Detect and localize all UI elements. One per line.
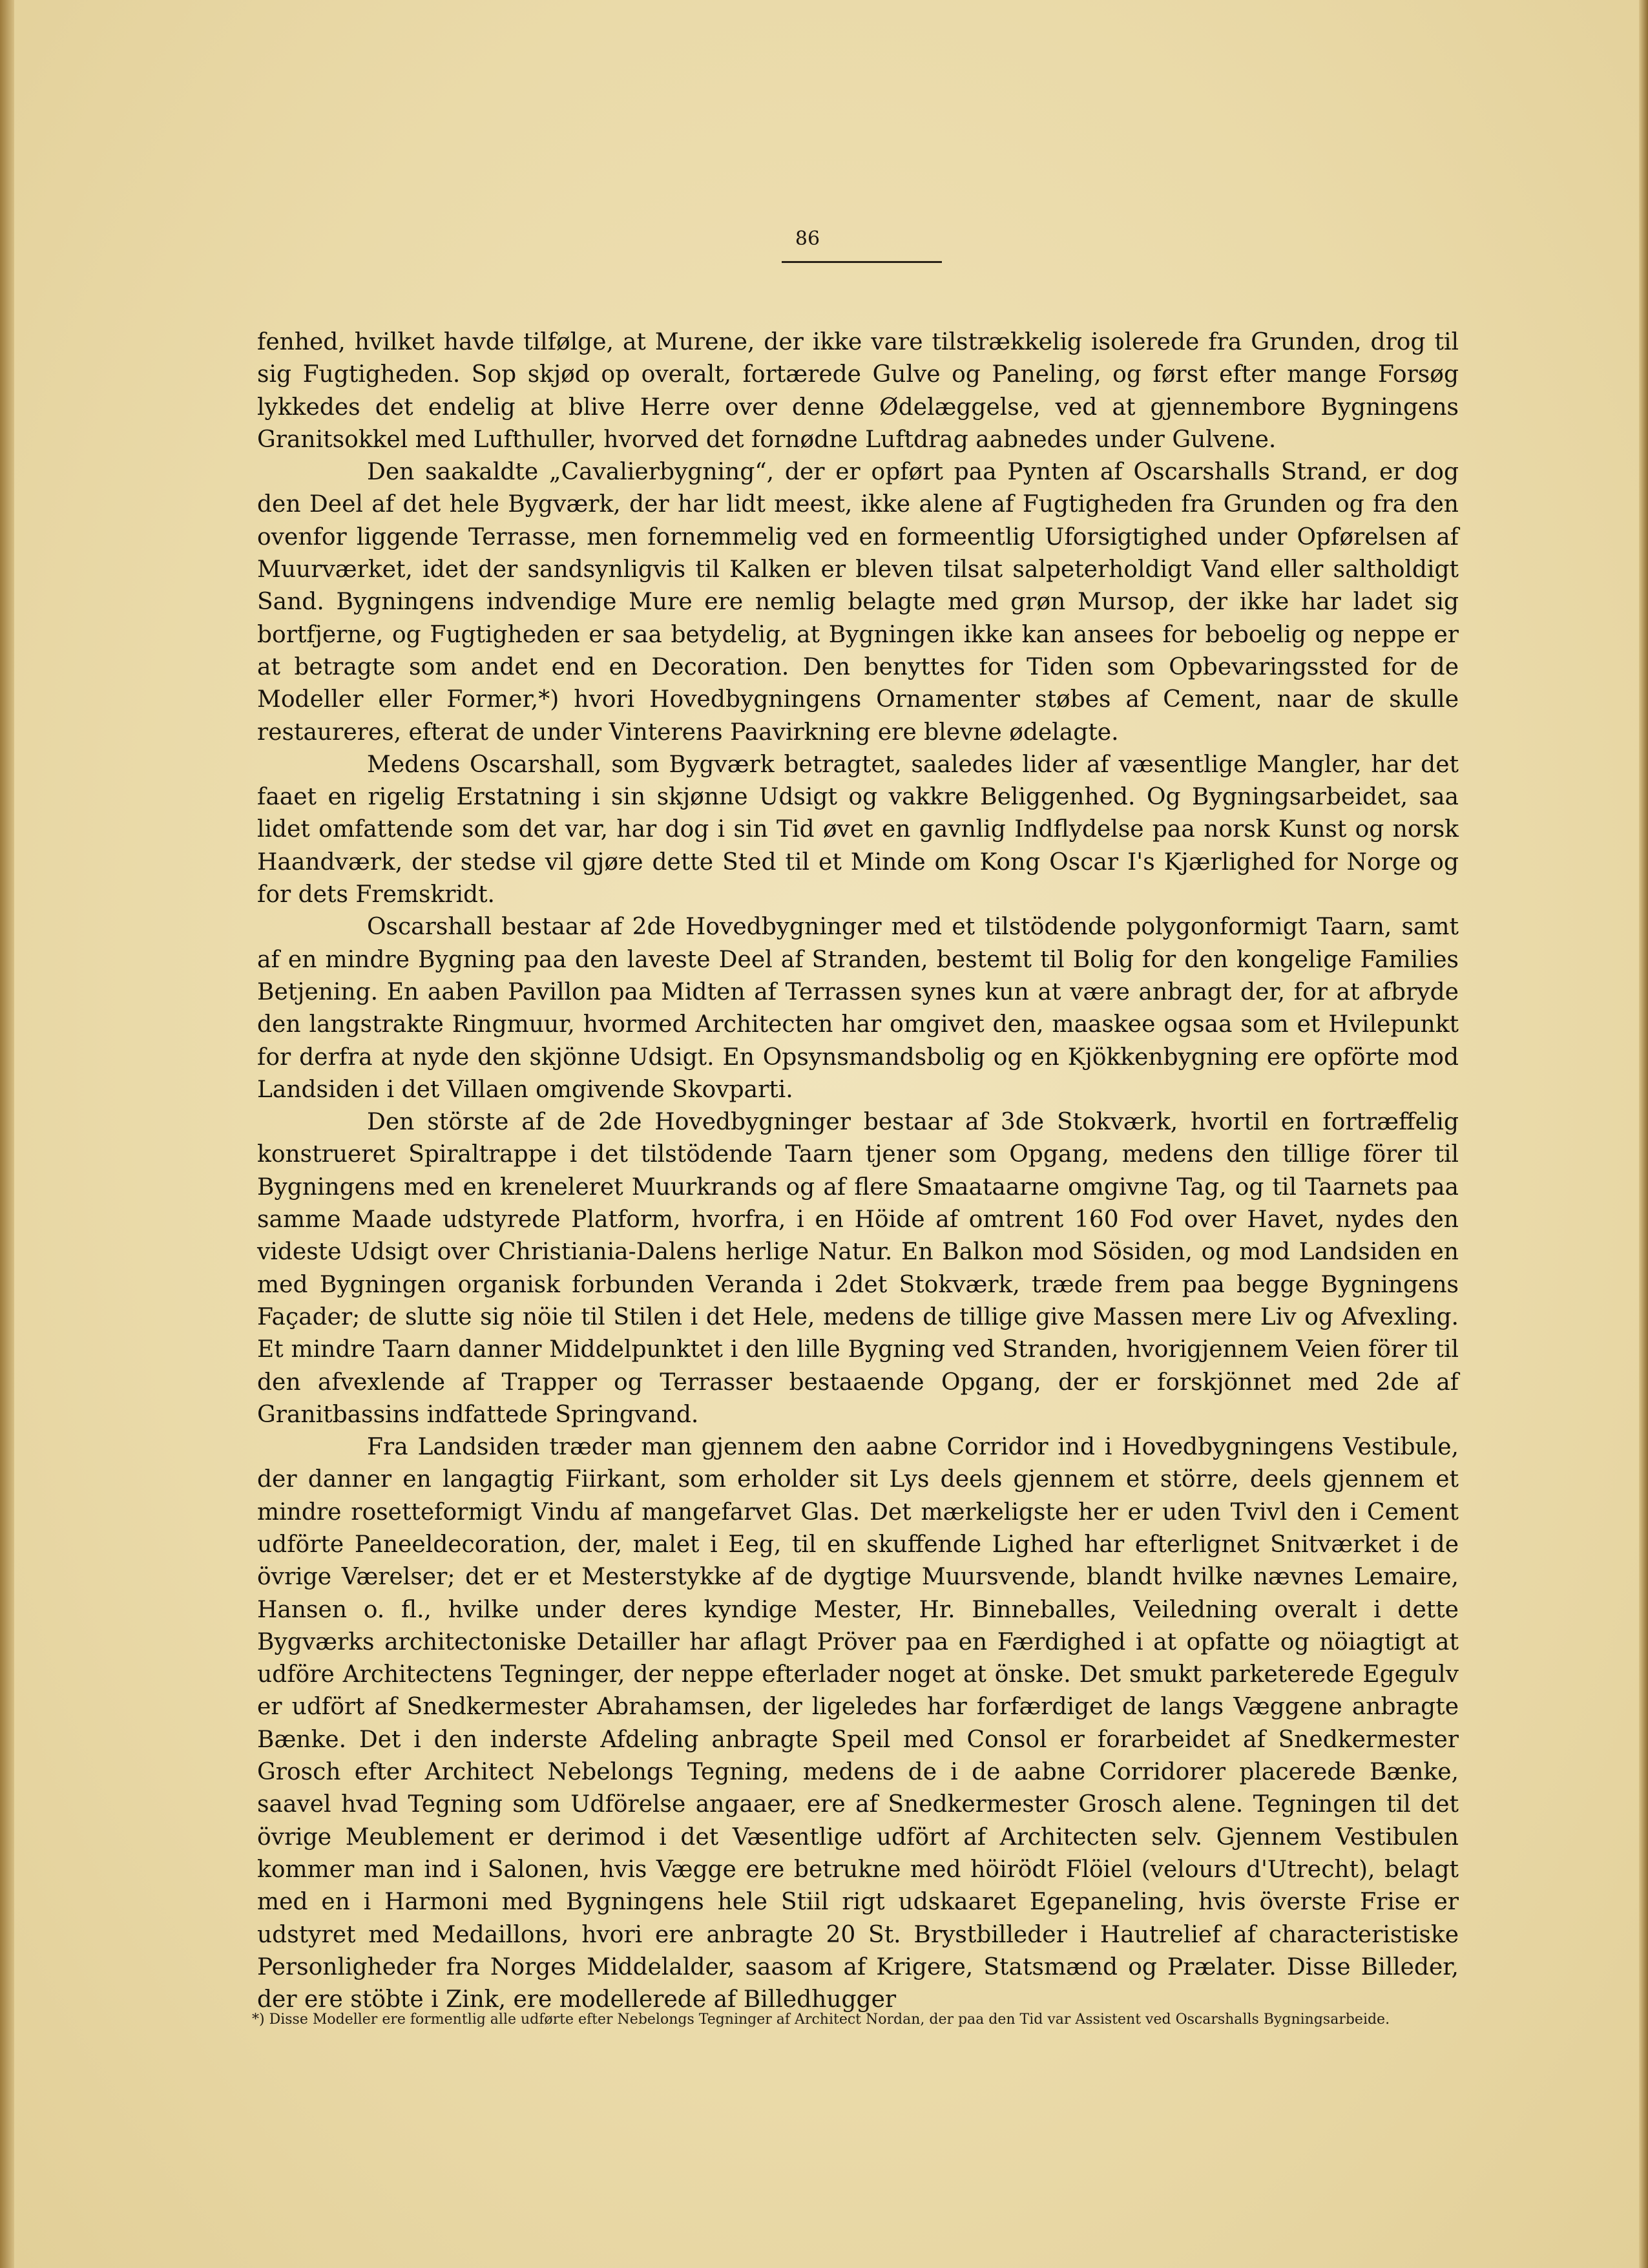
paragraph: Den störste af de 2de Hovedbygninger bestaar af 3de Stokværk, hvortil en fortræffelig konstrueret Spiraltrappe i det tilstödende Taarn tjener som Opgang, medens den tillige förer til Bygningens med en kreneleret Muurkrands og af flere Smaataarne omgivne Tag, og til Taarnets paa samme Maade udstyrede Platform, hvorfra, i en Höide af omtrent 160 Fod over Havet, nydes den videste Udsigt over Christiania-Dalens herlige Natur. En Balkon mod Sösiden, og mod Landsiden en med Bygningen organisk forbunden Veranda i 2det Stokværk, træde frem paa begge Bygningens Façader; de slutte sig nöie til Stilen i det Hele, medens de tillige give Massen mere Liv og Afvexling. Et mindre Taarn danner Middelpunktet i den lille Bygning ved Stranden, hvorigjennem Veien förer til den afvexlende af Trapper og Terrasser bestaaende Opgang, der er forskjönnet med 2de af Granitbassins indfattede Springvand.: [257, 1109, 1459, 1428]
paragraph: Den saakaldte „Cavalierbygning“, der er opført paa Pynten af Oscarshalls Strand, er dog den Deel af det hele Bygværk, der har lidt meest, ikke alene af Fugtigheden fra Grunden og fra den ovenfor liggende Terrasse, men fornemmelig ved en formeentlig Uforsigtighed under Opførelsen af Muurværket, idet der sandsynligvis til Kalken er bleven tilsat salpeterholdigt Vand eller saltholdigt Sand. Bygningens indvendige Mure ere nemlig belagte med grøn Mursop, der ikke har ladet sig bortfjerne, og Fugtigheden er saa betydelig, at Bygningen ikke kan ansees for beboelig og neppe er at betragte som andet end en Decoration. Den benyttes for Tiden som Opbevaringssted for de Modeller eller Former,*) hvori Hovedbygningens Ornamenter støbes af Cement, naar de skulle restaureres, efterat de under Vinterens Paavirkning ere blevne ødelagte.: [257, 459, 1459, 746]
scan-edge-left: [0, 0, 14, 2268]
body-text: [257, 326, 1459, 2016]
page-number: 86: [795, 227, 820, 250]
paragraph: Medens Oscarshall, som Bygværk betragtet, saaledes lider af væsentlige Mangler, har det faaet en rigelig Erstatning i sin skjønne Udsigt og vakkre Beliggenhed. Og Bygningsarbeidet, saa lidet omfattende som det var, har dog i sin Tid øvet en gavnlig Indflydelse paa norsk Kunst og norsk Haandværk, der stedse vil gjøre dette Sted til et Minde om Kong Oscar I's Kjærlighed for Norge og for dets Fremskridt.: [257, 751, 1459, 908]
footnote-separator: [257, 2008, 1459, 2009]
paragraph: Oscarshall bestaar af 2de Hovedbygninger med et tilstödende polygonformigt Taarn, samt af en mindre Bygning paa den laveste Deel af Stranden, bestemt til Bolig for den kongelige Families Betjening. En aaben Pavillon paa Midten af Terrassen synes kun at være anbragt der, for at afbryde den langstrakte Ringmuur, hvormed Architecten har omgivet den, maaskee ogsaa som et Hvilepunkt for derfra at nyde den skjönne Udsigt. En Opsynsmandsbolig og en Kjökkenbygning ere opförte mod Landsiden i det Villaen omgivende Skovparti.: [257, 914, 1459, 1103]
footnote: *) Disse Modeller ere formentlig alle udførte efter Nebelongs Tegninger af Architect Nordan, der paa den Tid var Assistent ved Oscarshalls Bygningsarbeide.: [252, 2011, 1390, 2028]
paragraph: fenhed, hvilket havde tilfølge, at Murene, der ikke vare tilstrækkelig isolerede fra Grunden, drog til sig Fugtigheden. Sop skjød op overalt, fortærede Gulve og Paneling, og først efter mange Forsøg lykkedes det endelig at blive Herre over denne Ødelæggelse, ved at gjennembore Bygningens Granitsokkel med Lufthuller, hvorved det fornødne Luftdrag aabnedes under Gulvene.: [257, 329, 1459, 453]
scan-edge-right: [1639, 0, 1648, 2268]
paragraph: Fra Landsiden træder man gjennem den aabne Corridor ind i Hovedbygningens Vestibule, der danner en langagtig Fiirkant, som erholder sit Lys deels gjennem et större, deels gjennem et mindre rosetteformigt Vindu af mangefarvet Glas. Det mærkeligste her er uden Tvivl den i Cement udförte Paneeldecoration, der, malet i Eeg, til en skuffende Lighed har efterlignet Snitværket i de övrige Værelser; det er et Mesterstykke af de dygtige Muursvende, blandt hvilke nævnes Lemaire, Hansen o. fl., hvilke under deres kyndige Mester, Hr. Binneballes, Veiledning overalt i dette Bygværks architectoniske Detailler har aflagt Pröver paa en Færdighed i at opfatte og nöiagtigt at udföre Architectens Tegninger, der neppe efterlader noget at önske. Det smukt parketerede Egegulv er udfört af Snedkermester Abrahamsen, der ligeledes har forfærdiget de langs Væggene anbragte Bænke. Det i den inderste Afdeling anbragte Speil med Consol er forarbeidet af Snedkermester Grosch efter Architect Nebelongs Tegning, medens de i de aabne Corridorer placerede Bænke, saavel hvad Tegning som Udförelse angaaer, ere af Snedkermester Grosch alene. Tegningen til det övrige Meublement er derimod i det Væsentlige udfört af Architecten selv. Gjennem Vestibulen kommer man ind i Salonen, hvis Vægge ere betrukne med höirödt Flöiel (velours d'Utrecht), belagt med en i Harmoni med Bygningens hele Stiil rigt udskaaret Egepaneling, hvis överste Frise er udstyret med Medaillons, hvori ere anbragte 20 St. Brystbilleder i Hautrelief af characteristiske Personligheder fra Norges Middelalder, saasom af Krigere, Statsmænd og Prælater. Disse Billeder, der ere stöbte i Zink, ere modellerede af Billedhugger: [257, 1434, 1459, 2013]
header-rule: [782, 261, 942, 263]
